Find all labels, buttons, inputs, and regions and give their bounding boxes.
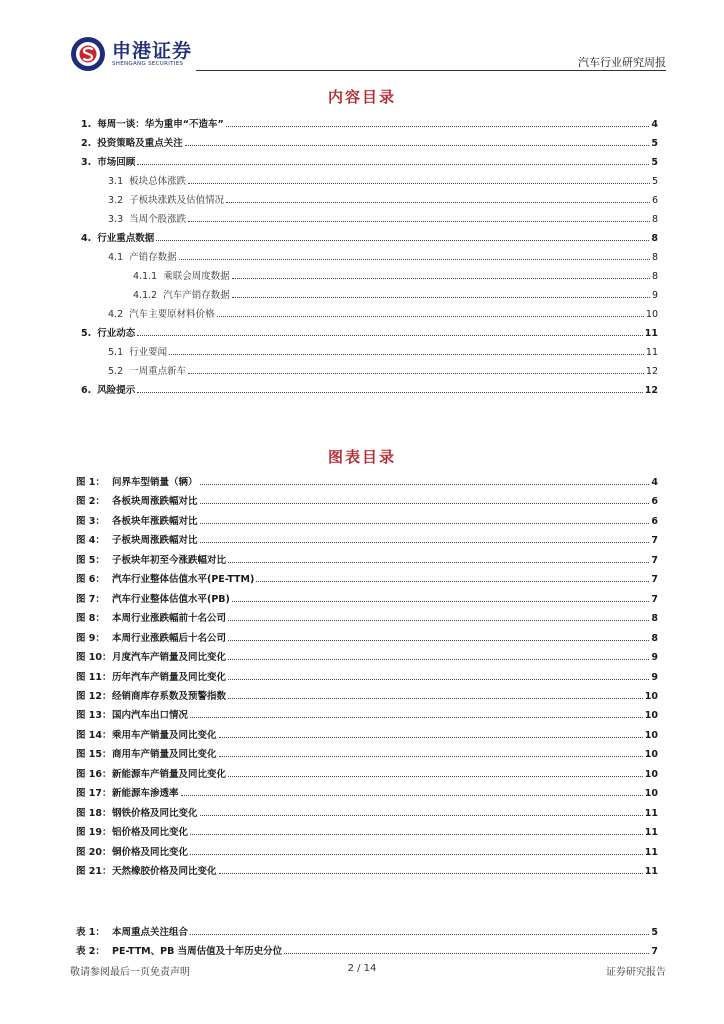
entry-number: 图 8： — [76, 613, 105, 625]
dot-leader — [181, 795, 643, 796]
brand-name-en: SHENGANG SECURITIES — [112, 61, 184, 67]
entry-page: 6 — [651, 195, 658, 206]
toc-entry[interactable] — [0, 384, 724, 398]
entry-page: 6 — [651, 496, 658, 508]
dot-leader — [219, 737, 643, 738]
dot-leader — [188, 221, 650, 222]
entry-number: 4.1.2 — [133, 290, 158, 301]
toc-entry[interactable] — [0, 232, 724, 246]
entry-title: 行业动态 — [97, 328, 136, 339]
entry-number: 5. — [81, 328, 92, 339]
entry-number: 图 5： — [76, 554, 105, 566]
entry-title: 当周个股涨跌 — [129, 214, 187, 225]
figure-entry[interactable] — [0, 729, 724, 743]
entry-page: 10 — [644, 710, 658, 722]
entry-title: 经销商库存系数及预警指数 — [112, 690, 227, 702]
entry-page: 10 — [644, 729, 658, 741]
dot-leader — [228, 562, 649, 563]
entry-number: 3.3 — [108, 214, 124, 225]
entry-page: 8 — [651, 632, 658, 644]
entry-number: 4. — [81, 233, 92, 244]
toc-entry[interactable] — [0, 308, 724, 322]
table-entry[interactable] — [0, 926, 724, 940]
figure-entry[interactable] — [0, 495, 724, 509]
dot-leader — [137, 392, 643, 393]
entry-page: 9 — [651, 671, 658, 683]
dot-leader — [219, 756, 643, 757]
entry-label — [133, 289, 230, 303]
entry-label — [76, 651, 226, 665]
entry-title: 子板块周涨跌幅对比 — [112, 535, 198, 547]
entry-label — [76, 573, 254, 587]
entry-page: 10 — [644, 690, 658, 702]
entry-label — [81, 118, 224, 132]
figure-entry[interactable] — [0, 573, 724, 587]
toc-entry[interactable] — [0, 327, 724, 341]
entry-title: 本周行业涨跌幅前十名公司 — [112, 613, 227, 625]
dot-leader — [190, 717, 643, 718]
entry-title: 投资策略及重点关注 — [97, 138, 183, 149]
dot-leader — [228, 698, 643, 699]
figure-entry[interactable] — [0, 709, 724, 723]
dot-leader — [188, 373, 644, 374]
entry-number: 图 21： — [76, 866, 112, 877]
dot-leader — [156, 240, 649, 241]
figure-entry[interactable] — [0, 554, 724, 568]
toc-entry[interactable] — [0, 118, 724, 132]
dot-leader — [226, 126, 650, 127]
entry-label — [76, 709, 188, 723]
entry-title: 问界车型销量（辆） — [112, 477, 198, 488]
entry-number: 图 20： — [76, 846, 112, 858]
entry-title: 行业重点数据 — [97, 233, 155, 244]
entry-title: 子板块涨跌及估值情况 — [129, 195, 225, 206]
entry-number: 3. — [81, 157, 92, 168]
dot-leader — [228, 640, 649, 641]
toc-entry[interactable] — [0, 194, 724, 208]
page-footer — [0, 963, 724, 979]
entry-title: 本周重点关注组合 — [112, 927, 189, 938]
entry-number: 图 4： — [76, 535, 105, 547]
entry-title: 各板块周涨跌幅对比 — [112, 496, 198, 508]
dot-leader — [284, 953, 649, 954]
entry-title: 汽车行业整体估值水平(PB) — [112, 593, 230, 605]
dot-leader — [228, 620, 649, 621]
entry-page: 11 — [644, 866, 658, 877]
entry-title: 乘联会周度数据 — [163, 271, 230, 282]
figure-entry[interactable] — [0, 748, 724, 762]
dot-leader — [190, 834, 643, 835]
entry-title: 每周一谈：华为重申“不造车” — [97, 119, 224, 130]
dot-leader — [228, 659, 649, 660]
entry-page: 7 — [651, 574, 658, 586]
dot-leader — [200, 484, 650, 485]
entry-title: 月度汽车产销量及同比变化 — [112, 652, 227, 664]
dot-leader — [200, 523, 650, 524]
entry-page: 12 — [645, 366, 658, 377]
entry-number: 表 1： — [76, 927, 105, 938]
entry-number: 5.2 — [108, 366, 124, 377]
entry-label — [76, 768, 226, 782]
entry-page: 11 — [645, 347, 658, 358]
toc-title: 内容目录 — [327, 88, 396, 106]
figure-entry[interactable] — [0, 807, 724, 821]
entry-page: 10 — [644, 788, 658, 800]
entry-page: 7 — [651, 946, 658, 957]
entry-label — [133, 270, 230, 284]
entry-label — [108, 308, 215, 322]
entry-title: 天然橡胶价格及同比变化 — [112, 866, 217, 877]
dot-leader — [190, 854, 643, 855]
entry-label — [76, 612, 226, 626]
entry-number: 图 6： — [76, 574, 105, 586]
entry-number: 4.1 — [108, 252, 124, 263]
entry-number: 2. — [81, 138, 92, 149]
entry-title: 新能源车产销量及同比变化 — [112, 768, 227, 780]
entry-title: 历年汽车产销量及同比变化 — [112, 671, 227, 683]
entry-page: 5 — [651, 138, 658, 149]
footer-disclaimer: 敬请参阅最后一页免责声明 — [70, 967, 190, 978]
entry-page: 10 — [645, 309, 658, 320]
entry-title: 风险提示 — [97, 385, 136, 396]
dot-leader — [185, 145, 650, 146]
entry-label — [76, 495, 198, 509]
entry-label — [76, 945, 282, 959]
entry-page: 5 — [651, 157, 658, 168]
figure-entry[interactable] — [0, 787, 724, 801]
entry-number: 图 10： — [76, 652, 112, 664]
entry-page: 8 — [651, 613, 658, 625]
entry-page: 9 — [651, 652, 658, 664]
entry-title: 市场回顾 — [97, 157, 136, 168]
entry-number: 3.1 — [108, 176, 124, 187]
page-header — [70, 30, 666, 72]
entry-number: 5.1 — [108, 347, 124, 358]
figure-entry[interactable] — [0, 593, 724, 607]
entry-label — [76, 593, 230, 607]
entry-number: 图 19： — [76, 827, 112, 839]
dot-leader — [169, 354, 644, 355]
entry-number: 4.2 — [108, 309, 124, 320]
entry-number: 图 3： — [76, 515, 105, 527]
entry-number: 图 2： — [76, 496, 105, 508]
entry-title: 子板块年初至今涨跌幅对比 — [112, 554, 227, 566]
entry-label — [108, 194, 224, 208]
entry-page: 4 — [651, 119, 658, 130]
entry-number: 图 13： — [76, 710, 112, 722]
toc-entry[interactable] — [0, 137, 724, 151]
entry-title: PE-TTM、PB 当周估值及十年历史分位 — [112, 946, 283, 957]
entry-number: 图 11： — [76, 671, 112, 683]
entry-page: 11 — [644, 328, 658, 339]
entry-label — [76, 690, 226, 704]
footer-report-label: 证券研究报告 — [606, 967, 666, 978]
entry-label — [108, 365, 186, 379]
figure-entry[interactable] — [0, 476, 724, 490]
toc-entry[interactable] — [0, 346, 724, 360]
entry-page: 7 — [651, 593, 658, 605]
toc-entry[interactable] — [0, 365, 724, 379]
entry-title: 汽车主要原材料价格 — [129, 309, 215, 320]
entry-label — [76, 807, 198, 821]
entry-label — [108, 213, 186, 227]
entry-label — [76, 729, 217, 743]
toc-entry[interactable] — [0, 213, 724, 227]
entry-title: 本周行业涨跌幅后十名公司 — [112, 632, 227, 644]
entry-page: 7 — [651, 535, 658, 547]
entry-label — [76, 671, 226, 685]
entry-label — [76, 787, 179, 801]
figure-entry[interactable] — [0, 768, 724, 782]
figures-title: 图表目录 — [327, 448, 396, 466]
dot-leader — [232, 297, 650, 298]
entry-title: 一周重点新车 — [129, 366, 187, 377]
dot-leader — [256, 581, 649, 582]
figure-entry[interactable] — [0, 515, 724, 529]
dot-leader — [200, 542, 650, 543]
entry-page: 8 — [651, 233, 658, 244]
entry-page: 8 — [651, 271, 658, 282]
entry-number: 图 18： — [76, 807, 112, 819]
entry-title: 乘用车产销量及同比变化 — [112, 729, 217, 741]
dot-leader — [228, 679, 649, 680]
entry-number: 图 12： — [76, 690, 112, 702]
entry-page: 11 — [644, 846, 658, 858]
dot-leader — [217, 316, 644, 317]
dot-leader — [219, 873, 643, 874]
figure-entry[interactable] — [0, 826, 724, 840]
entry-label — [81, 232, 154, 246]
entry-number: 图 1： — [76, 477, 105, 488]
dot-leader — [228, 776, 643, 777]
header-divider — [196, 70, 666, 71]
entry-label — [76, 632, 226, 646]
dot-leader — [179, 259, 650, 260]
entry-page: 6 — [651, 515, 658, 527]
entry-label — [81, 156, 135, 170]
dot-leader — [232, 278, 650, 279]
dot-leader — [190, 934, 649, 935]
dot-leader — [232, 601, 649, 602]
entry-page: 5 — [651, 176, 658, 187]
entry-label — [76, 865, 217, 879]
toc-entry[interactable] — [0, 289, 724, 303]
figure-entry[interactable] — [0, 846, 724, 860]
entry-label — [76, 554, 226, 568]
brand-name: 申港证券 — [112, 40, 193, 62]
figure-entry[interactable] — [0, 690, 724, 704]
entry-title: 各板块年涨跌幅对比 — [112, 515, 198, 527]
page-indicator: 2 / 14 — [347, 963, 377, 974]
entry-title: 商用车产销量及同比变化 — [112, 749, 217, 761]
entry-title: 产销存数据 — [129, 252, 177, 263]
entry-page: 11 — [644, 807, 658, 819]
entry-label — [81, 327, 135, 341]
entry-number: 图 17： — [76, 788, 112, 800]
entry-label — [76, 515, 198, 529]
toc-entry[interactable] — [0, 156, 724, 170]
entry-label — [81, 384, 135, 398]
entry-label — [76, 826, 188, 840]
entry-label — [76, 846, 188, 860]
entry-title: 新能源车渗透率 — [112, 788, 179, 800]
entry-page: 8 — [651, 214, 658, 225]
toc-entry[interactable] — [0, 175, 724, 189]
table-entry[interactable] — [0, 945, 724, 959]
dot-leader — [200, 503, 650, 504]
entry-page: 12 — [644, 385, 658, 396]
entry-label — [76, 476, 198, 490]
figure-entry[interactable] — [0, 651, 724, 665]
dot-leader — [200, 815, 643, 816]
entry-title: 行业要闻 — [129, 347, 168, 358]
entry-label — [108, 175, 186, 189]
entry-number: 表 2： — [76, 946, 105, 957]
entry-number: 图 9： — [76, 632, 105, 644]
entry-title: 钢铁价格及同比变化 — [112, 807, 198, 819]
dot-leader — [226, 202, 650, 203]
entry-label — [108, 346, 167, 360]
toc-entry[interactable] — [0, 251, 724, 265]
dot-leader — [188, 183, 650, 184]
entry-number: 6. — [81, 385, 92, 396]
entry-title: 国内汽车出口情况 — [112, 710, 189, 722]
entry-number: 4.1.1 — [133, 271, 158, 282]
figure-entry[interactable] — [0, 632, 724, 646]
figure-entry[interactable] — [0, 612, 724, 626]
figure-entry[interactable] — [0, 671, 724, 685]
entry-label — [76, 534, 198, 548]
entry-title: 铜价格及同比变化 — [112, 846, 189, 858]
entry-page: 10 — [644, 768, 658, 780]
entry-page: 9 — [651, 290, 658, 301]
entry-page: 10 — [644, 749, 658, 761]
dot-leader — [137, 164, 649, 165]
entry-number: 1. — [81, 119, 92, 130]
entry-page: 11 — [644, 827, 658, 839]
entry-title: 汽车产销存数据 — [163, 290, 230, 301]
entry-label — [81, 137, 183, 151]
entry-number: 3.2 — [108, 195, 124, 206]
entry-number: 图 15： — [76, 749, 112, 761]
entry-number: 图 14： — [76, 729, 112, 741]
entry-title: 板块总体涨跌 — [129, 176, 187, 187]
entry-page: 8 — [651, 252, 658, 263]
entry-page: 7 — [651, 554, 658, 566]
entry-page: 4 — [651, 477, 658, 488]
figure-entry[interactable] — [0, 865, 724, 879]
toc-entry[interactable] — [0, 270, 724, 284]
entry-label — [76, 748, 217, 762]
report-type: 汽车行业研究周报 — [578, 56, 666, 69]
entry-label — [76, 926, 188, 940]
entry-label — [108, 251, 177, 265]
entry-title: 汽车行业整体估值水平(PE-TTM) — [112, 574, 255, 586]
dot-leader — [137, 335, 643, 336]
entry-number: 图 7： — [76, 593, 105, 605]
shengang-logo-icon — [70, 36, 106, 72]
entry-title: 铝价格及同比变化 — [112, 827, 189, 839]
entry-number: 图 16： — [76, 768, 112, 780]
entry-page: 5 — [651, 927, 658, 938]
figure-entry[interactable] — [0, 534, 724, 548]
